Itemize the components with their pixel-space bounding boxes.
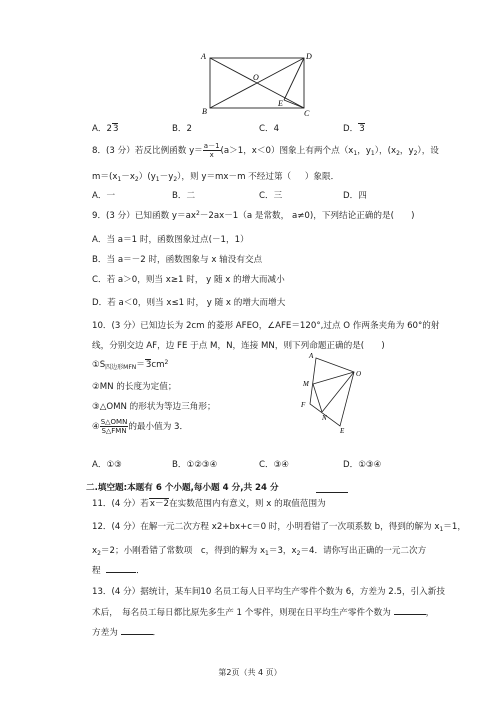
q8-option-c: C．三 (259, 191, 283, 201)
q7-option-b: B．2 (172, 124, 192, 134)
q10-rhombus-figure (296, 352, 372, 434)
q9-option-c: C．若 a＞0，则当 x≥1 时， y 随 x 的增大而减小 (92, 275, 285, 285)
q12-line3: 程 ． (92, 566, 145, 576)
q10-option-b: B．①②③④ (172, 460, 218, 470)
q8-option-d: D．四 (343, 191, 367, 201)
q10-statement-1: $①S_{四边形MFN}=3cm^2$ (92, 359, 169, 371)
q10-label-e: E (340, 427, 345, 434)
q13-line3: 方差为 ． (92, 628, 162, 638)
q7-option-c: C．4 (259, 124, 280, 134)
q10-label-o: O (356, 370, 362, 378)
q12-line2: $x_2=2$；小刚看错了常数项 c，得到的解为 $x_1=3$，$x_2=4$．请你写出正确的一元二次方 (92, 546, 427, 557)
q10-label-f: F (301, 401, 306, 409)
q8-fraction: $\frac{a-1}{x}$ (203, 142, 220, 159)
q10-option-d: D．①③④ (343, 460, 382, 470)
q10-label-a: A (309, 352, 314, 360)
q7-label-c: C (304, 109, 310, 118)
q13-line1: 13．(4 分）据统计，某车间10 名员工每人日平均生产零件个数为 6，方差为 2.5，引入新技 (92, 587, 445, 597)
q8-line2: $m=(x_1-x_2)(y_1-y_2)$，则 y＝mx－m 不经过第（ ）象限． (92, 172, 340, 183)
q9-option-b: B．当 a＝－2 时，函数图象与 x 轴没有交点 (92, 255, 263, 265)
q12-answer-blank[interactable] (106, 564, 136, 573)
q8-option-b: B．二 (172, 191, 196, 201)
q12-line1: 12．(4 分）在解一元二次方程 x2+bx+c＝0 时，小明看错了一次项系数 b，得到的解为 $x_1=1$， (92, 522, 466, 533)
q8-stem: 8．(3 分）若反比例函数 y＝ $\frac{a-1}{x}$ (a＞1，x＜0）图象上有两个点（$x_1$，$y_1$），($x_2$，$y_2$），设 (92, 142, 439, 159)
q7-label-o: O (253, 73, 259, 82)
page-footer: 第2页（共 4 页） (218, 668, 282, 677)
q10-label-m: M (303, 380, 309, 388)
q13-line2: 术后， 每名员工每日都比原先多生产 1 个零件，则现在日平均生产零件个数为 ， (92, 608, 435, 618)
q7-label-e: E (278, 99, 283, 108)
q10-statement-4: ④ $\frac{\text{S△OMN}}{\text{S△FMN}}$ 的最小值为 3． (92, 418, 189, 435)
q7-option-d: D．3 (343, 124, 365, 134)
q10-statement-2: ②MN 的长度为定值； (92, 382, 177, 392)
q10-line1: 10．(3 分）已知边长为 2cm 的菱形 AFEO，∠AFE＝120°,过点 O 作两条夹角为 60°的射 (92, 321, 440, 331)
q9-option-d: D．若 a＜0，则当 x≤1 时， y 随 x 的增大而增大 (92, 298, 286, 308)
q9-option-a: A．当 a＝1 时，函数图象过点(－1，1） (92, 235, 249, 245)
q10-option-a: A．①③ (92, 460, 122, 470)
q10-option-c: C．③④ (259, 460, 290, 470)
q10-line2: 线，分别交边 AF，边 FE 于点 M，N，连接 MN，则下列命题正确的是( ) (92, 341, 385, 351)
q7-option-a: A．23 (92, 124, 119, 134)
q10-label-n: N (322, 414, 327, 422)
q13-mean-blank[interactable] (394, 606, 426, 615)
q7-label-b: B (202, 107, 207, 116)
q10-statement-3: ③△OMN 的形状为等边三角形； (92, 402, 216, 412)
q11-stem: 11．(4 分）若x－2在实数范围内有意义，则 x 的取值范围为 (92, 499, 326, 509)
q8-option-a: A．一 (92, 191, 116, 201)
q9-stem: 9．(3 分）已知函数 $y=ax^2-2ax-1(a$ 是常数， a≠0)，下列结论正确的是( ) (92, 210, 415, 221)
q7-label-a: A (201, 52, 206, 61)
q7-rectangle-figure (196, 50, 316, 118)
q11-answer-blank[interactable] (316, 483, 348, 493)
q13-variance-blank[interactable] (121, 626, 153, 635)
q7-label-d: D (306, 52, 312, 61)
section-2-heading: 二.填空题:本题有 6 个小题,每小题 4 分,共 24 分 (86, 483, 279, 493)
